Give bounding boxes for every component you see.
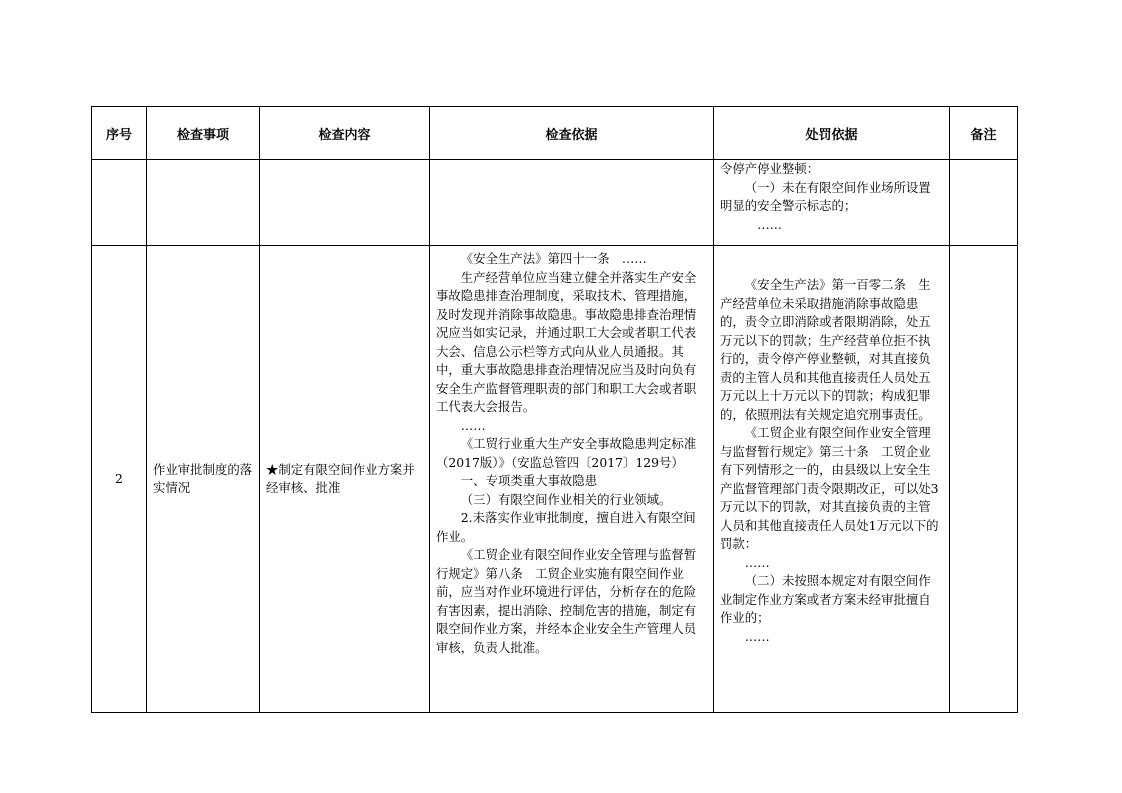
cell-remarks	[950, 246, 1018, 713]
basis-paragraph: 《工贸行业重大生产安全事故隐患判定标准（2017版）》（安监总管四〔2017〕129号）	[436, 436, 697, 470]
cell-penalty	[714, 246, 950, 713]
cell-number	[92, 160, 147, 246]
basis-paragraph: 2.未落实作业审批制度，擅自进入有限空间作业。	[436, 510, 696, 544]
cell-content: ★制定有限空间作业方案并经审核、批准	[260, 246, 430, 713]
header-basis: 检查依据	[430, 107, 714, 160]
basis-paragraph: 一、专项类重大事故隐患	[460, 473, 598, 488]
penalty-paragraph: ……	[744, 628, 770, 644]
basis-paragraph: ……	[460, 417, 486, 433]
cell-basis	[430, 246, 714, 713]
cell-remarks	[950, 160, 1018, 246]
cell-content	[260, 160, 430, 246]
penalty-paragraph: 《安全生产法》第一百零二条 生产经营单位未采取措施消除事故隐患的，责令立即消除或者限期消除，处五万元以下的罚款；生产经营单位拒不执行的，责令停产停业整顿，对其直接负责的主管人员和其他直接责任人员处五万元以上十万元以下的罚款；构成犯罪的，依照刑法有关规定追究刑事责任。	[720, 277, 931, 422]
penalty-paragraph: ……	[744, 554, 770, 570]
cell-item	[147, 160, 260, 246]
basis-paragraph: （三）有限空间作业相关的行业领域。	[460, 491, 672, 507]
basis-paragraph: 《工贸企业有限空间作业安全管理与监督暂行规定》第八条 工贸企业实施有限空间作业前，应当对作业环境进行评估，分析存在的危险有害因素，提出消除、控制危害的措施，制定有限空间作业方案，并经本企业安全生产管理人员审核，负责人批准。	[436, 547, 697, 655]
penalty-line: ……	[757, 216, 782, 232]
penalty-paragraph: 《工贸企业有限空间作业安全管理与监督暂行规定》第三十条 工贸企业有下列情形之一的，由县级以上安全生产监督管理部门责令限期改正，可以处3万元以下的罚款，对其直接负责的主管人员和其他直接责任人员处1万元以下的罚款：	[720, 425, 939, 551]
header-penalty: 处罚依据	[714, 107, 950, 160]
header-number: 序号	[92, 107, 147, 160]
header-row	[92, 107, 1018, 160]
cell-number: 2	[92, 246, 147, 713]
inspection-table	[91, 106, 1018, 713]
header-item: 检查事项	[147, 107, 260, 160]
penalty-line: （一）未在有限空间作业场所设置明显的安全警示标志的；	[720, 179, 931, 213]
cell-basis	[430, 160, 714, 246]
penalty-line: 令停产停业整顿：	[720, 161, 820, 176]
table-row	[92, 160, 1018, 246]
basis-paragraph: 生产经营单位应当建立健全并落实生产安全事故隐患排查治理制度，采取技术、管理措施，及时发现并消除事故隐患。事故隐患排查治理情况应当如实记录，并通过职工大会或者职工代表大会、信息公示栏等方式向从业人员通报。其中，重大事故隐患排查治理情况应当及时向负有安全生产监督管理职责的部门和职工大会或者职工代表大会报告。	[436, 269, 697, 414]
penalty-paragraph: （二）未按照本规定对有限空间作业制定作业方案或者方案未经审批擅自作业的；	[720, 573, 931, 625]
cell-item: 作业审批制度的落实情况	[147, 246, 260, 713]
cell-penalty	[714, 160, 950, 246]
header-remarks: 备注	[950, 107, 1018, 160]
header-content: 检查内容	[260, 107, 430, 160]
table-row	[92, 246, 1018, 713]
basis-paragraph: 《安全生产法》第四十一条 ……	[460, 251, 647, 266]
